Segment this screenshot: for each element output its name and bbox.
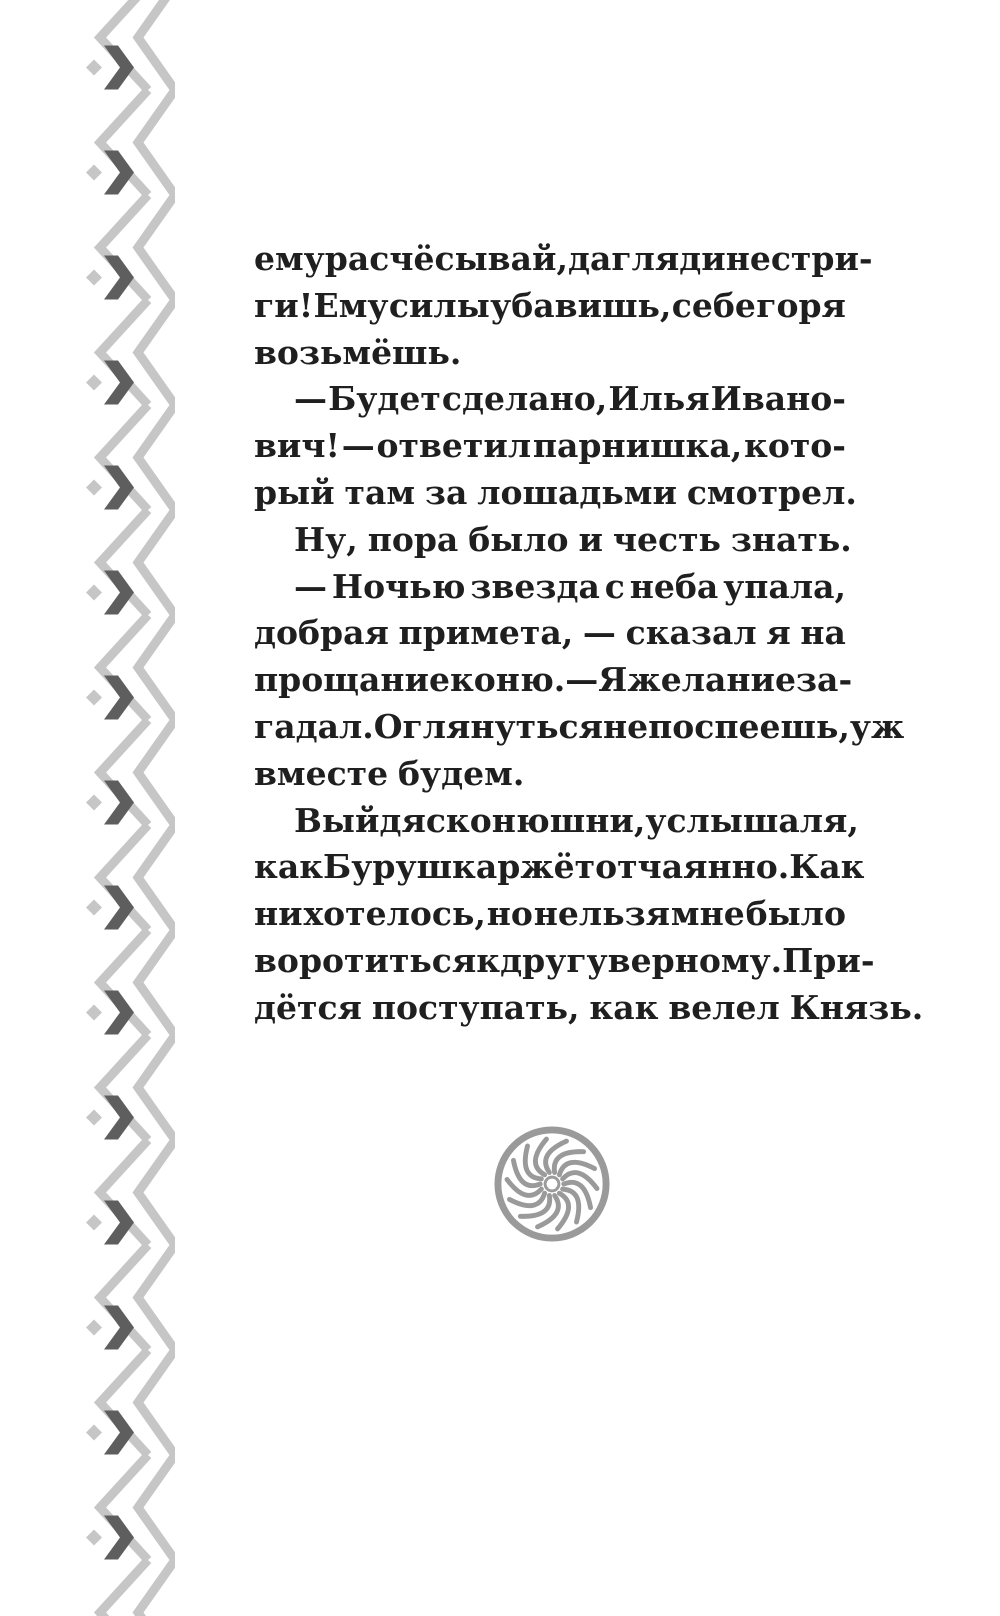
chevron-ornament-icon <box>86 1455 175 1560</box>
text-line: — Ночью звезда с неба упала, <box>294 566 846 606</box>
chevron-ornament-icon <box>86 615 175 720</box>
text-line: как Бурушка ржёт отчаянно. Как <box>254 847 865 887</box>
chevron-ornament-icon <box>86 1350 175 1455</box>
chevron-ornament-icon <box>86 720 175 825</box>
text-line: ему расчёсывай, да гляди не стри- <box>254 239 873 278</box>
chevron-ornament-icon <box>86 90 175 195</box>
chevron-ornament-icon <box>86 1035 175 1140</box>
chevron-ornament-icon <box>86 0 175 90</box>
text-line: возьмёшь. <box>254 332 462 372</box>
text-line: Ну, пора было и честь знать. <box>294 519 852 559</box>
text-line: воротиться к другу верному. При- <box>254 940 875 980</box>
text-line: ни хотелось, но нельзя мне было <box>254 894 846 934</box>
chevron-ornament-icon <box>86 300 175 405</box>
text-line: вместе будем. <box>254 753 525 793</box>
decorative-border-ornament <box>0 0 175 1616</box>
text-line: Выйдя с конюшни, услышал я, <box>294 800 859 840</box>
chevron-ornament-icon <box>86 195 175 300</box>
chevron-ornament-icon <box>86 1245 175 1350</box>
text-line: гадал. Оглянуться не поспеешь, уж <box>254 706 905 746</box>
page-text <box>254 236 924 1032</box>
chevron-ornament-icon <box>86 1560 175 1616</box>
text-line: рый там за лошадьми смотрел. <box>254 472 857 512</box>
swirl-rosette-icon <box>493 1125 611 1243</box>
chevron-ornament-icon <box>86 510 175 615</box>
text-line: ги! Ему силы убавишь, себе горя <box>254 285 846 325</box>
text-line: дётся поступать, как велел Князь. <box>254 987 924 1027</box>
chevron-ornament-icon <box>86 405 175 510</box>
text-line: добрая примета, — сказал я на <box>254 613 846 653</box>
text-line: — Будет сделано, Илья Ивано- <box>294 379 846 419</box>
chevron-ornament-icon <box>86 930 175 1035</box>
text-line: прощание коню. — Я желание за- <box>254 660 853 700</box>
chevron-ornament-icon <box>86 1140 175 1245</box>
chevron-ornament-icon <box>86 825 175 930</box>
text-line: вич! — ответил парнишка, кото- <box>254 426 846 466</box>
